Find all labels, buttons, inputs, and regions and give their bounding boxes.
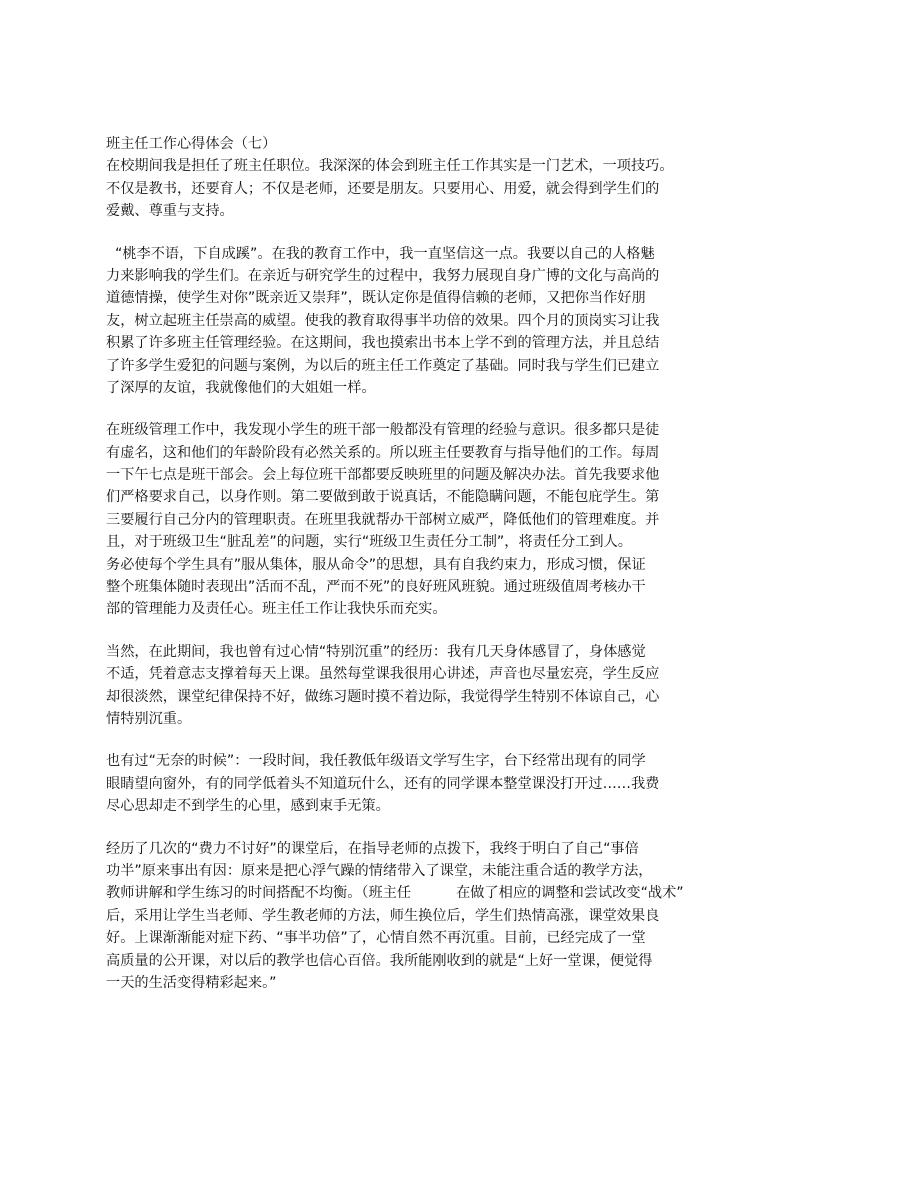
text-line: 三要履行自己分内的管理职责。在班里我就帮办干部树立威严，降低他们的管理难度。并 (106, 511, 660, 528)
paragraph-gap (106, 621, 796, 641)
text-line: 眼睛望向窗外，有的同学低着头不知道玩什么，还有的同学课本整堂课没打开过……我费 (106, 775, 660, 792)
paragraph-2 (106, 243, 796, 400)
text-line: 在班级管理工作中，我发现小学生的班干部一般都没有管理的经验与意识。很多都只是徒 (106, 422, 660, 439)
paragraph-gap (106, 399, 796, 419)
paragraph-3 (106, 419, 796, 621)
paragraph-4 (106, 641, 796, 731)
text-line: 且，对于班级卫生“脏乱差”的问题，实行“班级卫生责任分工制”，将责任分工到人。 (106, 534, 632, 551)
text-line: 当然，在此期间，我也曾有过心情“特别沉重”的经历：我有几天身体感冒了，身体感觉 (106, 643, 646, 660)
paragraph-gap (106, 818, 796, 838)
document-title: 班主任工作心得体会（七） (106, 136, 277, 152)
text-line: 了深厚的友谊，我就像他们的大姐姐一样。 (106, 379, 376, 396)
document-page (106, 133, 796, 994)
text-line: 情特别沉重。 (106, 710, 192, 727)
text-line: 道德情操，使学生对你”既亲近又崇拜”，既认定你是值得信赖的老师，又把你当作好朋 (106, 290, 646, 307)
text-line: 务必使每个学生具有”服从集体，服从命令”的思想，具有自我约束力，形成习惯，保证 (106, 556, 646, 573)
paragraph-gap (106, 223, 796, 243)
text-line: 整个班集体随时表现出”活而不乱，严而不死”的良好班风班貌。通过班级值周考核办干 (106, 579, 646, 596)
text-line: 力来影响我的学生们。在亲近与研究学生的过程中，我努力展现自身广博的文化与高尚的 (106, 267, 660, 284)
paragraph-6 (106, 838, 796, 995)
text-line: 好。上课渐渐能对症下药、“事半功倍”了，心情自然不再沉重。目前，已经完成了一堂 (106, 930, 646, 947)
text-line: 教师讲解和学生练习的时间搭配不均衡。（班主任 在做了相应的调整和尝试改变“战术” (106, 885, 684, 902)
text-line: 也有过“无奈的时候”：一段时间，我任教低年级语文学写生字，台下经常出现有的同学 (106, 753, 646, 770)
text-line: 尽心思却走不到学生的心里，感到束手无策。 (106, 798, 390, 815)
text-line: 在校期间我是担任了班主任职位。我深深的体会到班主任工作其实是一门艺术，一项技巧。 (106, 158, 674, 175)
text-line: 爱戴、尊重与支持。 (106, 203, 234, 220)
text-line: 经历了几次的“费力不讨好”的课堂后，在指导老师的点拨下，我终于明白了自己“事倍 (106, 840, 639, 857)
text-line: 了许多学生爱犯的问题与案例，为以后的班主任工作奠定了基础。同时我与学生们已建立 (106, 357, 660, 374)
text-line: 后，采用让学生当老师、学生教老师的方法，师生换位后，学生们热情高涨，课堂效果良 (106, 907, 660, 924)
text-line: 部的管理能力及责任心。班主任工作让我快乐而充实。 (106, 601, 447, 618)
text-line: 高质量的公开课，对以后的教学也信心百倍。我所能刚收到的就是“上好一堂课，便觉得 (106, 952, 653, 969)
text-line: 一下午七点是班干部会。会上每位班干部都要反映班里的问题及解决办法。首先我要求他 (106, 467, 660, 484)
text-line: 一天的生活变得精彩起来。” (106, 974, 277, 991)
text-line: 不适，凭着意志支撑着每天上课。虽然每堂课我很用心讲述，声音也尽量宏亮，学生反应 (106, 666, 660, 683)
paragraph-1 (106, 155, 796, 222)
paragraph-5 (106, 750, 796, 817)
text-line: 功半”原来事出有因：原来是把心浮气躁的情绪带入了课堂，未能注重合适的教学方法， (106, 862, 653, 879)
text-line: 却很淡然，课堂纪律保持不好，做练习题时摸不着边际，我觉得学生特别不体谅自己，心 (106, 688, 660, 705)
text-line: 有虚名，这和他们的年龄阶段有必然关系的。所以班主任要教育与指导他们的工作。每周 (106, 444, 660, 461)
text-line: 积累了许多班主任管理经验。在这期间，我也摸索出书本上学不到的管理方法，并且总结 (106, 335, 660, 352)
paragraph-gap (106, 730, 796, 750)
text-line: “桃李不语，下自成蹊”。在我的教育工作中，我一直坚信这一点。我要以自己的人格魅 (106, 245, 655, 262)
text-line: 们严格要求自己，以身作则。第二要做到敢于说真话，不能隐瞒问题，不能包庇学生。第 (106, 489, 660, 506)
text-line: 友，树立起班主任崇高的威望。使我的教育取得事半功倍的效果。四个月的顶岗实习让我 (106, 312, 660, 329)
text-line: 不仅是教书，还要育人；不仅是老师，还要是朋友。只要用心、用爱，就会得到学生们的 (106, 180, 660, 197)
